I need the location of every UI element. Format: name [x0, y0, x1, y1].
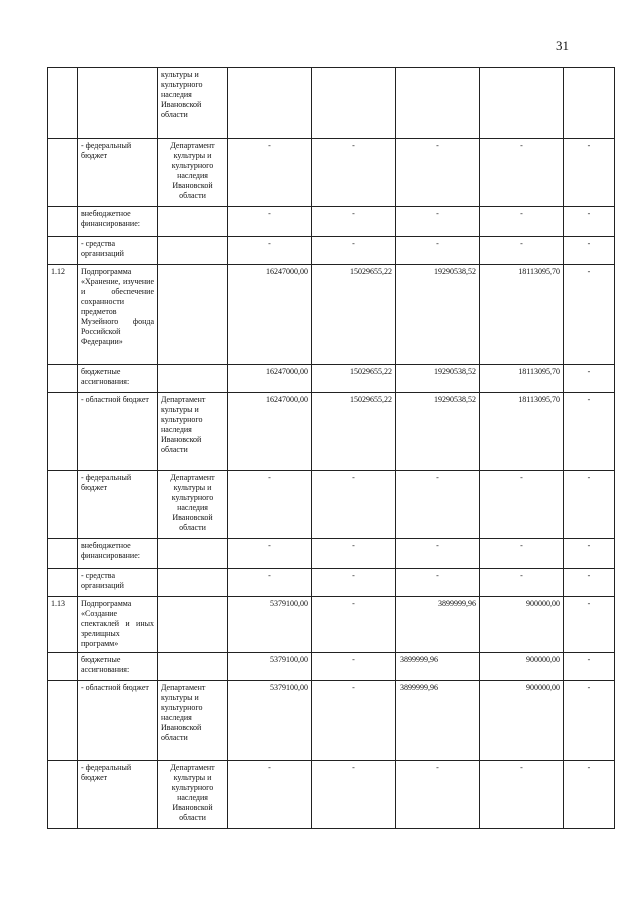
row-value-1: 5379100,00	[228, 653, 312, 681]
table-row	[48, 539, 615, 569]
row-executor: Департамент культуры и культурного наследия Ивановской области	[158, 471, 228, 539]
row-name: - средства организаций	[78, 569, 158, 597]
row-executor: культуры и культурного наследия Ивановской области	[158, 68, 228, 139]
row-name: - областной бюджет	[78, 681, 158, 761]
row-value-3: -	[396, 539, 480, 569]
table-row	[48, 569, 615, 597]
row-number	[48, 681, 78, 761]
row-executor	[158, 539, 228, 569]
row-value-5: -	[564, 365, 615, 393]
row-value-3: -	[396, 471, 480, 539]
row-value-3: -	[396, 139, 480, 207]
row-number	[48, 471, 78, 539]
row-value-2: -	[312, 539, 396, 569]
table-row	[48, 393, 615, 471]
row-value-1: -	[228, 539, 312, 569]
row-value-5: -	[564, 569, 615, 597]
row-name: - федеральный бюджет	[78, 761, 158, 829]
row-value-2	[312, 68, 396, 139]
table-row	[48, 597, 615, 653]
row-number	[48, 139, 78, 207]
table-row	[48, 265, 615, 365]
row-value-4: 18113095,70	[480, 393, 564, 471]
row-name: бюджетные ассигнования:	[78, 653, 158, 681]
row-value-4: 900000,00	[480, 597, 564, 653]
row-value-1: -	[228, 761, 312, 829]
row-value-3: 3899999,96	[396, 597, 480, 653]
row-executor	[158, 207, 228, 237]
row-number	[48, 393, 78, 471]
row-value-3: 3899999,96	[396, 653, 480, 681]
table-row	[48, 681, 615, 761]
row-value-5: -	[564, 139, 615, 207]
row-value-4: -	[480, 761, 564, 829]
row-value-3: -	[396, 569, 480, 597]
row-name: внебюджетное финансирование:	[78, 539, 158, 569]
row-name: - федеральный бюджет	[78, 471, 158, 539]
row-value-5: -	[564, 207, 615, 237]
table-row	[48, 653, 615, 681]
row-value-5: -	[564, 393, 615, 471]
row-value-2: -	[312, 653, 396, 681]
row-value-3	[396, 68, 480, 139]
row-value-2: -	[312, 569, 396, 597]
row-value-3: 19290538,52	[396, 265, 480, 365]
row-executor: Департамент культуры и культурного наследия Ивановской области	[158, 761, 228, 829]
row-value-1: -	[228, 569, 312, 597]
row-number	[48, 569, 78, 597]
row-value-5: -	[564, 761, 615, 829]
row-value-2: -	[312, 761, 396, 829]
row-value-4: -	[480, 539, 564, 569]
row-value-2: -	[312, 237, 396, 265]
table-row	[48, 761, 615, 829]
row-value-2: -	[312, 681, 396, 761]
row-number	[48, 365, 78, 393]
row-executor	[158, 597, 228, 653]
row-value-5: -	[564, 597, 615, 653]
row-value-1: 5379100,00	[228, 597, 312, 653]
row-value-1: 16247000,00	[228, 265, 312, 365]
row-value-1: 16247000,00	[228, 393, 312, 471]
row-value-3: -	[396, 237, 480, 265]
row-name	[78, 68, 158, 139]
row-value-5: -	[564, 653, 615, 681]
row-value-4: -	[480, 471, 564, 539]
row-value-1: -	[228, 139, 312, 207]
row-value-1: -	[228, 237, 312, 265]
row-value-4: -	[480, 207, 564, 237]
row-number	[48, 761, 78, 829]
row-name: Подпрограмма «Создание спектаклей и иных зрелищных программ»	[78, 597, 158, 653]
row-value-5: -	[564, 471, 615, 539]
row-value-4: 18113095,70	[480, 365, 564, 393]
row-value-4: -	[480, 139, 564, 207]
row-number	[48, 237, 78, 265]
row-value-2: 15029655,22	[312, 265, 396, 365]
row-value-3: 3899999,96	[396, 681, 480, 761]
row-value-1: -	[228, 207, 312, 237]
table-row	[48, 365, 615, 393]
row-value-3: -	[396, 761, 480, 829]
row-value-1	[228, 68, 312, 139]
budget-table	[47, 67, 615, 829]
row-number	[48, 539, 78, 569]
row-number: 1.12	[48, 265, 78, 365]
row-executor	[158, 569, 228, 597]
row-value-3: 19290538,52	[396, 365, 480, 393]
table-row	[48, 139, 615, 207]
row-name: внебюджетное финансирование:	[78, 207, 158, 237]
row-number	[48, 207, 78, 237]
row-executor: Департамент культуры и культурного наследия Ивановской области	[158, 681, 228, 761]
row-executor	[158, 653, 228, 681]
row-value-1: 5379100,00	[228, 681, 312, 761]
row-executor	[158, 365, 228, 393]
table-row	[48, 471, 615, 539]
table-row	[48, 68, 615, 139]
table-row	[48, 237, 615, 265]
row-number	[48, 68, 78, 139]
row-executor	[158, 237, 228, 265]
row-value-5	[564, 68, 615, 139]
row-value-4: -	[480, 569, 564, 597]
row-name: - федеральный бюджет	[78, 139, 158, 207]
row-value-2: 15029655,22	[312, 365, 396, 393]
row-value-5: -	[564, 539, 615, 569]
row-value-4: -	[480, 237, 564, 265]
row-name: бюджетные ассигнования:	[78, 365, 158, 393]
row-executor	[158, 265, 228, 365]
page-number: 31	[556, 38, 569, 53]
row-name: - средства организаций	[78, 237, 158, 265]
row-value-4: 18113095,70	[480, 265, 564, 365]
row-value-4	[480, 68, 564, 139]
row-value-2: -	[312, 597, 396, 653]
row-name: Подпрограмма «Хранение, изучение и обеспечение сохранности предметов Музейного фонда Российской Федерации»	[78, 265, 158, 365]
row-number	[48, 653, 78, 681]
row-value-3: -	[396, 207, 480, 237]
row-number: 1.13	[48, 597, 78, 653]
row-executor: Департамент культуры и культурного наследия Ивановской области	[158, 393, 228, 471]
row-value-5: -	[564, 265, 615, 365]
row-value-5: -	[564, 681, 615, 761]
row-value-1: 16247000,00	[228, 365, 312, 393]
row-value-2: -	[312, 471, 396, 539]
row-name: - областной бюджет	[78, 393, 158, 471]
row-value-1: -	[228, 471, 312, 539]
table-row	[48, 207, 615, 237]
row-value-2: -	[312, 207, 396, 237]
row-value-4: 900000,00	[480, 653, 564, 681]
row-value-5: -	[564, 237, 615, 265]
row-executor: Департамент культуры и культурного наследия Ивановской области	[158, 139, 228, 207]
row-value-2: 15029655,22	[312, 393, 396, 471]
row-value-3: 19290538,52	[396, 393, 480, 471]
row-value-2: -	[312, 139, 396, 207]
row-value-4: 900000,00	[480, 681, 564, 761]
